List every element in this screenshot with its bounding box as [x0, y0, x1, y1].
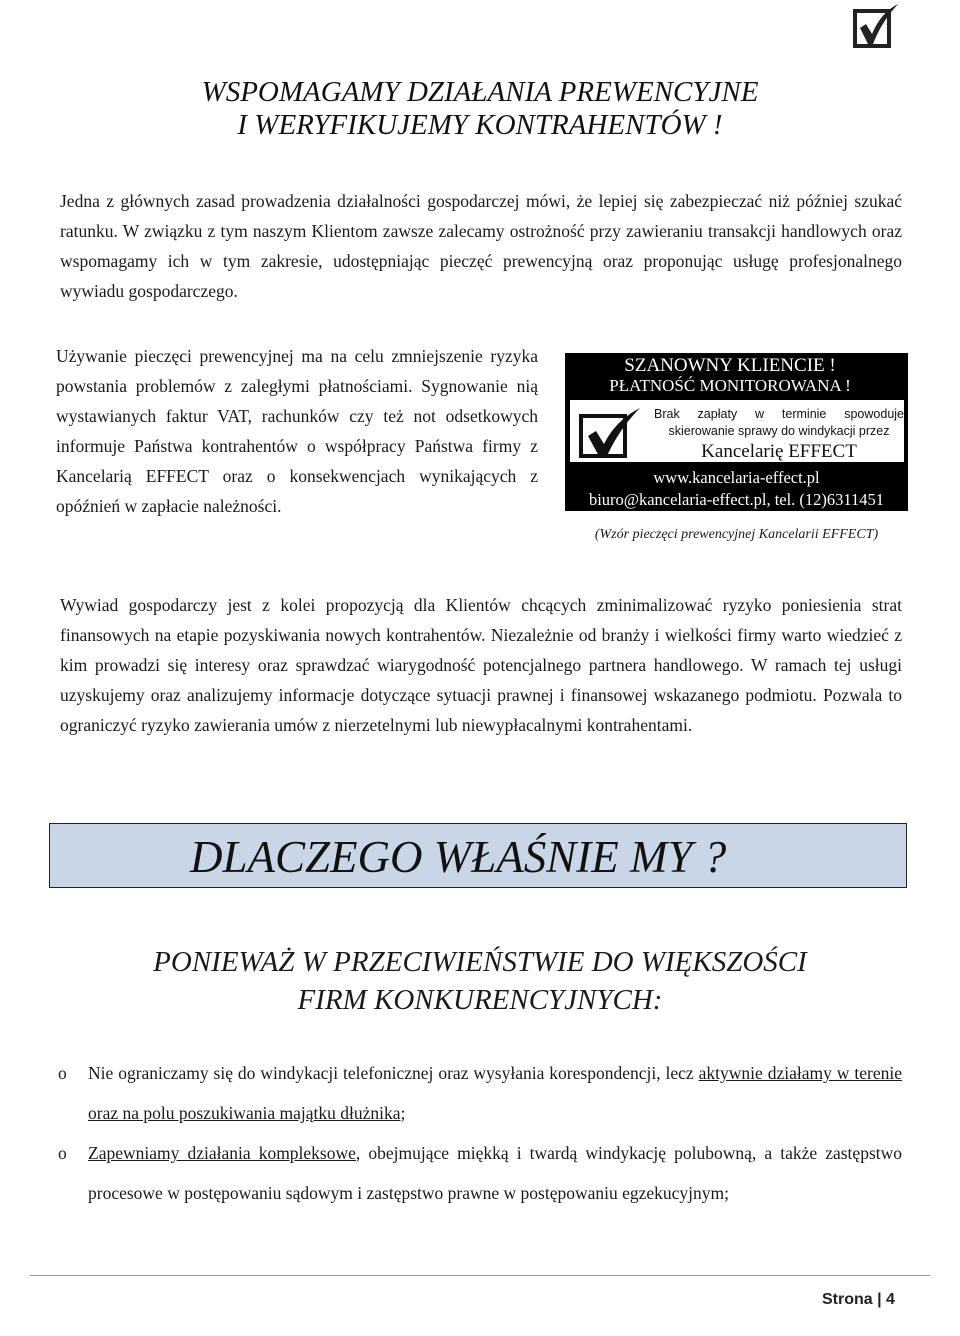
title-line-1: WSPOMAGAMY DZIAŁANIA PREWENCYJNE — [201, 76, 759, 108]
page-number: Strona | 4 — [822, 1291, 895, 1308]
stamp-description-paragraph: Używanie pieczęci prewencyjnej ma na celu zmniejszenie ryzyka powstania problemów z zaległymi płatnościami. Sygnowanie nią wystawianych faktur VAT, rachunków czy też not odsetkowych informuje Państwa kontrahentów o współpracy Państwa firmy z Kancelarią EFFECT oraz o konsekwencjach wynikających z opóźnień w zapłacie należności. — [56, 346, 538, 516]
checkbox-checked-icon — [852, 2, 900, 50]
stamp-line-1: SZANOWNY KLIENCIE ! — [624, 355, 836, 376]
list-item — [58, 1053, 902, 1133]
stamp-inner-box — [570, 400, 904, 462]
stamp-text-3: Kancelarię EFFECT — [701, 441, 857, 462]
page-title — [0, 76, 960, 142]
list-item-text: Nie ograniczamy się do windykacji telefonicznej oraz wysyłania korespondencji, lecz — [88, 1063, 699, 1083]
bullet: o — [58, 1063, 67, 1083]
subheading — [0, 943, 960, 1019]
list-item-underlined: aktywnie działamy w terenie oraz na polu poszukiwania majątku dłużnika — [88, 1063, 902, 1123]
bullet: o — [58, 1143, 67, 1163]
interview-paragraph: Wywiad gospodarczy jest z kolei propozycją dla Klientów chcących zminimalizować ryzyko poniesienia strat finansowych na etapie pozyskiwania nowych kontrahentów. Niezależnie od branży i wielkości firmy warto wiedzieć z kim prowadzi się interesy oraz sprawdzać wiarygodność potencjalnego partnera handlowego. W ramach tej usługi uzyskujemy oraz analizujemy informacje dotyczące sytuacji prawnej i finansowej wskazanego podmiotu. Pozwala to ograniczyć ryzyko zawierania umów z nierzetelnymi lub niewypłacalnymi kontrahentami. — [60, 595, 902, 735]
stamp-caption: (Wzór pieczęci prewencyjnej Kancelarii EFFECT) — [594, 527, 879, 542]
stamp-line-2: PŁATNOŚĆ MONITOROWANA ! — [609, 376, 851, 395]
footer-divider — [30, 1275, 930, 1276]
intro-paragraph: Jedna z głównych zasad prowadzenia działalności gospodarczej mówi, że lepiej się zabezpieczać niż później szukać ratunku. W związku z tym naszym Klientom zawsze zalecamy ostrożność przy zawieraniu transakcji handlowych oraz wspomagamy ich w tym zakresie, udostępniając pieczęć prewencyjną oraz proponując usługę profesjonalnego wywiadu gospodarczego. — [60, 191, 902, 301]
list-item — [58, 1133, 902, 1213]
stamp-contact: biuro@kancelaria-effect.pl, tel. (12)6311451 — [588, 490, 885, 509]
subheading-line-1: PONIEWAŻ W PRZECIWIEŃSTWIE DO WIĘKSZOŚCI — [153, 946, 807, 978]
list-item-text-end: ; — [400, 1103, 406, 1123]
stamp-text-1: Brak zapłaty w terminie spowoduje — [654, 407, 904, 421]
stamp-website: www.kancelaria-effect.pl — [653, 468, 820, 487]
banner-text: DLACZEGO WŁAŚNIE MY ? — [190, 832, 727, 882]
why-us-banner — [49, 823, 907, 888]
subheading-line-2: FIRM KONKURENCYJNYCH: — [297, 984, 663, 1016]
list-item-underlined: Zapewniamy działania kompleksowe — [88, 1143, 356, 1163]
title-line-2: I WERYFIKUJEMY KONTRAHENTÓW ! — [237, 109, 723, 141]
stamp-text-2: skierowanie sprawy do windykacji przez — [668, 424, 890, 438]
checkmark-icon — [578, 406, 642, 460]
preventive-stamp — [565, 353, 908, 511]
advantages-list — [58, 1053, 902, 1213]
list-item-text-end: , obejmujące miękką i twardą windykację polubowną, a także zastępstwo procesowe w postępowaniu sądowym i zastępstwo prawne w postępowaniu egzekucyjnym; — [88, 1143, 902, 1203]
